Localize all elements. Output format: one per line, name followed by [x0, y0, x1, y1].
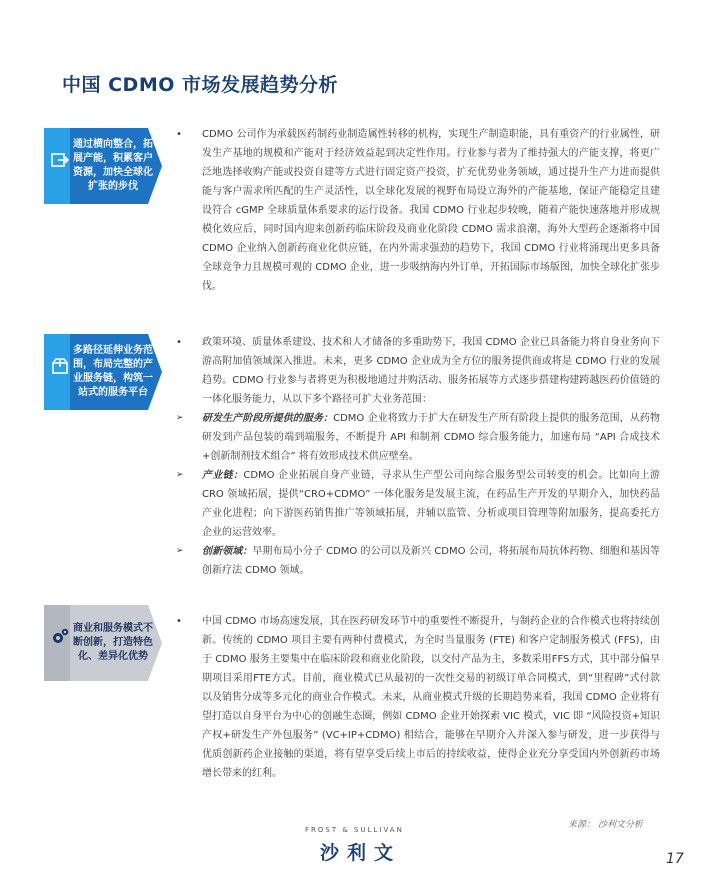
logo-chinese: 沙利文 [320, 842, 402, 864]
arrow-bullet-icon: ➢ [176, 413, 184, 423]
package-box-icon [50, 356, 70, 376]
tag-label: 商业和服务模式不断创新，打造特色化、差异化优势 [73, 623, 153, 662]
paragraph-text: CDMO 公司作为承载医药制药业制造属性转移的机构，实现生产制造职能，具有重资产的行业属性，研发生产基地的规模和产能对于经济效益起到决定性作用。行业参与者为了维持强大的产能支撑，将更广泛地选择收购产能或投资自建等方式进行固定资产投资，扩充优势业务领域，通过提升生产力进而提供能与客户需求所匹配的生产灵活性，以全球化发展的视野布局设立海外的产能基地，保证产能稳定且建设符合 cGMP 全球质量体系要求的运行设备。我国 CDMO 行业起步较晚，随着产能快速落地并形成规模化效应后，同时国内迎来创新药临床阶段及商业化阶段 CDMO 需求浪潮，海外大型药企逐渐将中国 CDMO 企业纳入创新药商业化供应链，在内外需求强劲的趋势下，我国 CDMO 行业将涌现出更多具备全球竞争力且规模可观的 CDMO 企业，进一步吸纳海内外订单，开拓国际市场版图，加快全球化扩张步伐。 [202, 129, 660, 292]
bullet-dot: • [176, 129, 182, 140]
bullet-dot: • [176, 337, 182, 348]
arrow-bullet-icon: ➢ [176, 546, 184, 556]
sub-text: CDMO 企业拓展自身产业链，寻求从生产型公司向综合服务型公司转变的机会。比如向上游 CRO 领域拓展，提供“CRO+CDMO” 一体化服务是发展主流，在药品生产开发的早期介入，加快药品产业化进程；向下游医药销售推广等领域拓展，并辅以监管、分析或项目管理等附加服务，提高委托方企业的运营效率。 [202, 470, 660, 538]
logo-wordmark: FROST & SULLIVAN [305, 826, 404, 834]
sub-item-innovation [176, 542, 661, 580]
page-number: 17 [666, 851, 684, 867]
sub-term: 研发生产阶段所提供的服务： [202, 413, 334, 424]
paragraph-text: 中国 CDMO 市场高速发展，其在医药研发环节中的重要性不断提升，与制药企业的合作模式也将持续创新。传统的 CDMO 项目主要有两种付费模式，为全时当量服务 (FTE) 和客户定制服务模式 (FFS)，由于 CDMO 服务主要集中在临床阶段和商业化阶段，以交付产品为主，多数采用FFS方式，其中部分偏早期项目采用FTE方式。目前，商业模式已从最初的一次性交易的初级订单合同模式，到“里程碑”式付款以及销售分成等多元化的商业合作模式。未来，从商业模式升级的长期趋势来看，我国 CDMO 企业将有望打造以自身平台为中心的创融生态圈，例如 CDMO 企业开始探索 VIC 模式，VIC 即 “风险投资+知识产权+研发生产外包服务” (VC+IP+CDMO) 相结合，能够在早期介入并深入参与研发，进一步获得与优质创新药企业接触的渠道，将有望享受后续上市后的持续收益，使得企业充分享受国内外创新药市场增长带来的红利。 [202, 616, 660, 779]
sub-item-rd-production [176, 409, 660, 466]
export-box-icon [50, 150, 70, 170]
bullet-dot: • [176, 616, 182, 627]
section-global-expansion [176, 125, 660, 296]
bullet-paragraph [176, 612, 660, 783]
bullet-paragraph [176, 333, 660, 409]
sub-term: 产业链： [202, 470, 244, 481]
tag-label: 多路径延伸业务范围，布局完整的产业服务链，构筑一站式的服务平台 [73, 345, 153, 398]
page-title: 中国 CDMO 市场发展趋势分析 [62, 74, 339, 96]
tag-service-platform [44, 334, 162, 410]
sub-item-industry-chain [176, 466, 660, 542]
gears-icon [50, 627, 70, 647]
sub-text: CDMO 企业将致力于扩大在研发生产所有阶段上提供的服务范围，从药物研发到产品包装的端到端服务，不断提升 API 和制剂 CDMO 综合服务能力，加速布局 “API 合成技术+创新制剂技术组合” 将有效形成技术供应壁垒。 [202, 413, 660, 462]
source-note: 来源： 沙利文分析 [568, 820, 643, 830]
sub-text: 早期布局小分子 CDMO 的公司以及新兴 CDMO 公司，将拓展布局抗体药物、细胞和基因等创新疗法 CDMO 领域。 [202, 546, 661, 576]
bullet-paragraph [176, 125, 660, 296]
arrow-bullet-icon: ➢ [176, 470, 184, 480]
section-business-model [176, 612, 660, 783]
section-service-platform [176, 333, 661, 580]
tag-label: 通过横向整合，拓展产能，积累客户资源，加快全球化扩张的步伐 [73, 139, 153, 192]
sub-term: 创新领域： [202, 546, 253, 557]
tag-business-model [44, 605, 162, 681]
paragraph-text: 政策环境、质量体系建设、技术和人才储备的多重助势下，我国 CDMO 企业已具备能力将自身业务向下游高附加值领域深入推进。未来，更多 CDMO 企业成为全方位的服务提供商或将是 CDMO 行业的发展趋势。CDMO 行业参与者将更为积极地通过并购活动、服务拓展等方式逐步搭建构建跨越医药价值链的一体化服务能力，从以下多个路径可扩大业务范围： [202, 337, 660, 405]
tag-global-expansion [44, 128, 162, 204]
